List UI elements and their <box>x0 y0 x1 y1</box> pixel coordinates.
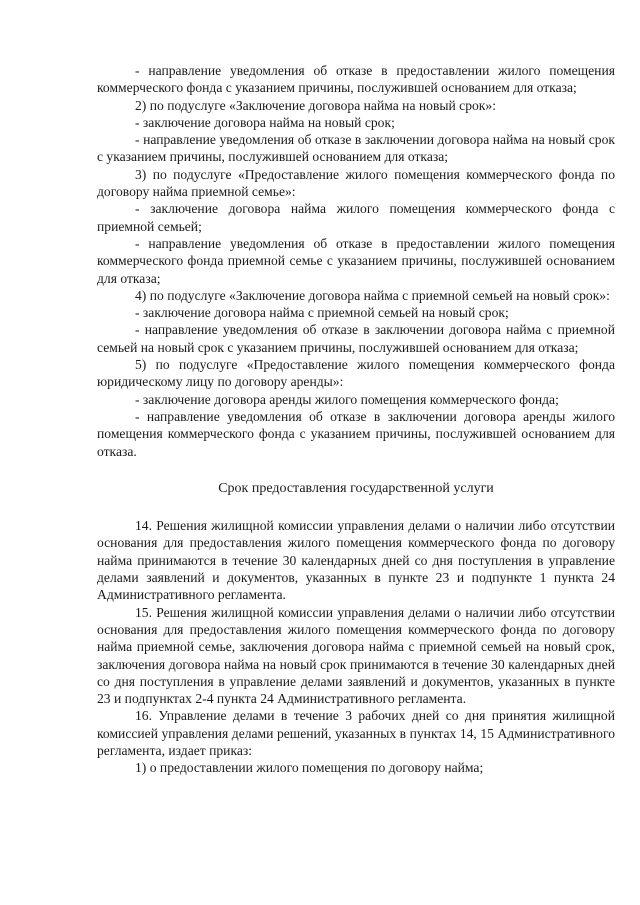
paragraph: 16. Управление делами в течение 3 рабочих дней со дня принятия жилищной комиссией управления делами решений, указанных в пунктах 14, 15 Административного регламента, издает приказ: <box>97 708 615 758</box>
paragraph: - направление уведомления об отказе в предоставлении жилого помещения коммерческого фонда с указанием причины, послужившей основанием для отказа; <box>97 63 615 96</box>
paragraph: 15. Решения жилищной комиссии управления делами о наличии либо отсутствии основания для предоставления жилого помещения коммерческого фонда по договору найма приемной семье, заключения договора найма с приемной семьей на новый срок, заключения договора найма на новый срок принимаются в течение 30 календарных дней со дня поступления в управление делами заявлений и документов, указанных в пункте 23 и подпунктах 2-4 пункта 24 Административного регламента. <box>97 604 615 707</box>
paragraph: - направление уведомления об отказе в заключении договора найма с приемной семьей на новый срок с указанием причины, послужившей основанием для отказа; <box>97 322 615 355</box>
paragraph: - заключение договора аренды жилого помещения коммерческого фонда; <box>135 391 559 407</box>
paragraph: - заключение договора найма жилого помещения коммерческого фонда с приемной семьей; <box>97 201 615 234</box>
paragraph: 4) по подуслуге «Заключение договора найма с приемной семьей на новый срок»: <box>135 287 610 303</box>
section-heading: Срок предоставления государственной услуги <box>218 480 494 496</box>
paragraph: 2) по подуслуге «Заключение договора найма на новый срок»: <box>135 97 496 113</box>
paragraph: - заключение договора найма на новый срок; <box>135 114 395 130</box>
paragraph: 14. Решения жилищной комиссии управления делами о наличии либо отсутствии основания для предоставления жилого помещения коммерческого фонда по договору найма принимаются в течение 30 календарных дней со дня поступления в управление делами заявлений и документов, указанных в пункте 23 и подпункте 1 пункта 24 Административного регламента. <box>97 518 615 603</box>
document-body <box>97 62 615 777</box>
paragraph: - направление уведомления об отказе в заключении договора найма на новый срок с указанием причины, послужившей основанием для отказа; <box>97 132 615 165</box>
paragraph: - направление уведомления об отказе в заключении договора аренды жилого помещения коммерческого фонда с указанием причины, послужившей основанием для отказа. <box>97 408 615 459</box>
paragraph: 5) по подуслуге «Предоставление жилого помещения коммерческого фонда юридическому лицу по договору аренды»: <box>97 357 615 390</box>
paragraph: 1) о предоставлении жилого помещения по договору найма; <box>135 760 484 776</box>
paragraph: - заключение договора найма с приемной семьей на новый срок; <box>135 305 509 321</box>
paragraph: - направление уведомления об отказе в предоставлении жилого помещения коммерческого фонда приемной семье с указанием причины, послужившей основанием для отказа; <box>97 235 615 286</box>
paragraph: 3) по подуслуге «Предоставление жилого помещения коммерческого фонда по договору найма приемной семье»: <box>97 166 615 200</box>
